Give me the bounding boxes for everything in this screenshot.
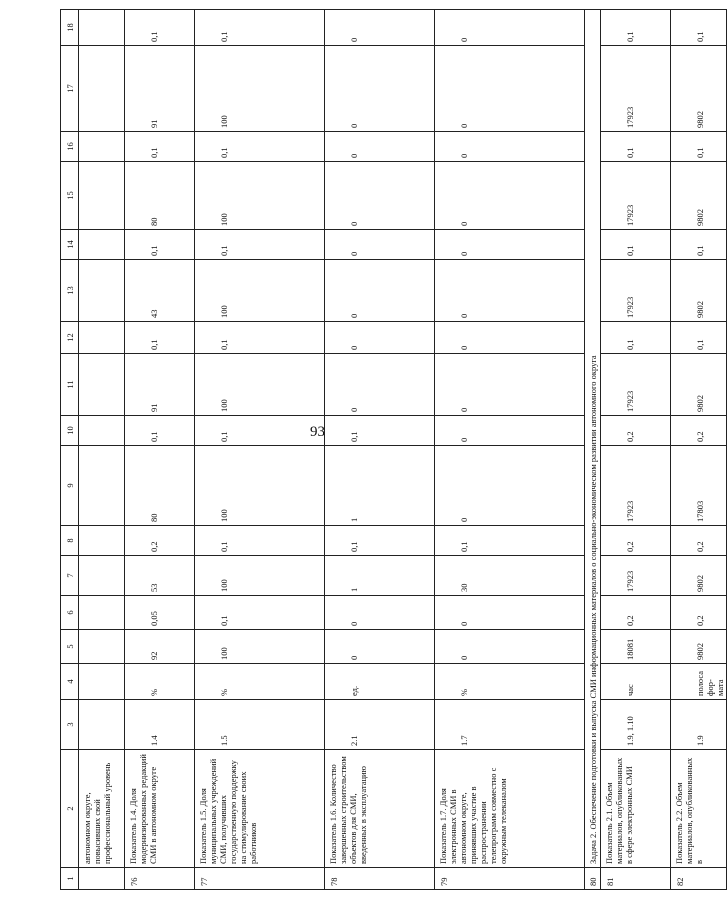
table-cell: 100 xyxy=(195,162,325,230)
table-cell: 0,1 xyxy=(601,10,671,46)
column-header: 8 xyxy=(61,526,79,556)
table-cell xyxy=(79,230,125,260)
table-cell: 1.9 xyxy=(671,700,727,750)
table-cell xyxy=(79,132,125,162)
table-cell: % xyxy=(435,664,585,700)
table-cell xyxy=(79,596,125,630)
table-row xyxy=(601,10,671,890)
column-header: 15 xyxy=(61,162,79,230)
table-cell: 92 xyxy=(125,630,195,664)
indicator-name: Показатель 1.7. Доля электронных СМИ в автономном округе, принявших участие в распространении телепрограмм совместно с окружным телеканалом xyxy=(435,750,585,868)
table-cell: 91 xyxy=(125,354,195,416)
table-cell: 0,2 xyxy=(601,526,671,556)
column-header: 13 xyxy=(61,260,79,322)
table-cell: 0,1 xyxy=(671,230,727,260)
table-cell: 0,1 xyxy=(125,132,195,162)
table-cell: 100 xyxy=(195,260,325,322)
table-cell: 1 xyxy=(325,556,435,596)
table-cell: 53 xyxy=(125,556,195,596)
table-cell xyxy=(79,630,125,664)
table-cell: 0,1 xyxy=(325,416,435,446)
table-cell xyxy=(79,416,125,446)
indicator-name: Показатель 2.1. Объем материалов, опубликованных в сфере электронных СМИ xyxy=(601,750,671,868)
table-cell: 0 xyxy=(435,446,585,526)
table-row xyxy=(585,10,601,890)
table-cell: 100 xyxy=(195,446,325,526)
table-cell: 17923 xyxy=(601,260,671,322)
table-cell: 0,2 xyxy=(671,596,727,630)
rotated-table-container xyxy=(60,10,725,890)
table-header-row xyxy=(61,10,79,890)
column-header: 3 xyxy=(61,700,79,750)
table-cell: % xyxy=(125,664,195,700)
column-header: 4 xyxy=(61,664,79,700)
page-number: 93 xyxy=(310,424,325,440)
table-cell: 0 xyxy=(435,322,585,354)
table-cell: 1.4 xyxy=(125,700,195,750)
table-cell xyxy=(79,10,125,46)
indicator-name: Показатель 1.5. Доля муниципальных учреждений СМИ, получивших государственную поддержку на стимулирование своих работников xyxy=(195,750,325,868)
row-number: 77 xyxy=(195,868,325,890)
table-row xyxy=(435,10,585,890)
table-cell: 0,1 xyxy=(125,10,195,46)
table-cell: 0 xyxy=(435,10,585,46)
table-cell: 0,1 xyxy=(125,322,195,354)
table-cell: 0,1 xyxy=(671,10,727,46)
table-cell: 100 xyxy=(195,354,325,416)
table-cell: 0,2 xyxy=(671,526,727,556)
table-cell: 0 xyxy=(435,132,585,162)
table-cell: 9802 xyxy=(671,162,727,230)
table-cell: 0,1 xyxy=(601,132,671,162)
table-cell: 0 xyxy=(325,596,435,630)
column-header: 14 xyxy=(61,230,79,260)
column-header: 9 xyxy=(61,446,79,526)
table-cell: 0,2 xyxy=(671,416,727,446)
table-cell: 0,1 xyxy=(195,10,325,46)
row-number: 82 xyxy=(671,868,727,890)
column-header: 2 xyxy=(61,750,79,868)
table-cell: 0 xyxy=(435,162,585,230)
table-cell: 0 xyxy=(325,260,435,322)
table-cell: 91 xyxy=(125,46,195,132)
table-cell: 0,1 xyxy=(195,526,325,556)
column-header: 10 xyxy=(61,416,79,446)
table-cell: 18081 xyxy=(601,630,671,664)
table-cell: 0 xyxy=(325,46,435,132)
table-cell: 0,05 xyxy=(125,596,195,630)
row-number: 81 xyxy=(601,868,671,890)
table-cell xyxy=(79,162,125,230)
column-header: 6 xyxy=(61,596,79,630)
table-cell xyxy=(79,446,125,526)
table-cell: 17923 xyxy=(601,162,671,230)
table-cell: 0,1 xyxy=(195,230,325,260)
table-cell: 0,1 xyxy=(195,322,325,354)
table-cell: 17923 xyxy=(601,446,671,526)
column-header: 7 xyxy=(61,556,79,596)
table-cell: 17923 xyxy=(601,556,671,596)
table-cell: ед. xyxy=(325,664,435,700)
table-row xyxy=(325,10,435,890)
indicator-table xyxy=(60,9,727,890)
table-cell: 0,1 xyxy=(125,230,195,260)
table-cell: час xyxy=(601,664,671,700)
indicator-name: Показатель 2.2. Объем материалов, опубликованных в xyxy=(671,750,727,868)
table-cell: 0,1 xyxy=(601,230,671,260)
table-cell: 0 xyxy=(325,132,435,162)
table-cell: 0,1 xyxy=(671,322,727,354)
table-cell: 2.1 xyxy=(325,700,435,750)
table-cell: 0 xyxy=(435,46,585,132)
table-cell: 9802 xyxy=(671,46,727,132)
table-cell: 0,2 xyxy=(601,596,671,630)
table-cell: 9802 xyxy=(671,260,727,322)
table-row xyxy=(125,10,195,890)
column-header: 5 xyxy=(61,630,79,664)
table-cell: 0,2 xyxy=(601,416,671,446)
table-cell: 1.7 xyxy=(435,700,585,750)
table-cell: 0 xyxy=(325,354,435,416)
table-cell: 0,1 xyxy=(435,526,585,556)
table-cell: 17923 xyxy=(601,354,671,416)
table-cell: 100 xyxy=(195,46,325,132)
table-cell: 0 xyxy=(435,354,585,416)
table-cell: 17923 xyxy=(601,46,671,132)
row-number xyxy=(79,868,125,890)
table-cell xyxy=(79,260,125,322)
table-cell: 0 xyxy=(435,230,585,260)
table-cell: 100 xyxy=(195,556,325,596)
row-number: 78 xyxy=(325,868,435,890)
table-cell: 0,1 xyxy=(125,416,195,446)
table-cell: 80 xyxy=(125,162,195,230)
table-cell xyxy=(79,664,125,700)
column-header: 1 xyxy=(61,868,79,890)
table-cell: 43 xyxy=(125,260,195,322)
table-cell: 0 xyxy=(435,596,585,630)
table-cell: 0 xyxy=(325,630,435,664)
table-cell: 0,1 xyxy=(601,322,671,354)
table-cell: 17803 xyxy=(671,446,727,526)
table-cell: 0,1 xyxy=(325,526,435,556)
indicator-name: автономном округе, повысивших свой профессиональный уровень xyxy=(79,750,125,868)
table-cell: 0 xyxy=(435,260,585,322)
table-cell: 0 xyxy=(325,322,435,354)
table-cell: 80 xyxy=(125,446,195,526)
table-cell: 9802 xyxy=(671,354,727,416)
row-number: 80 xyxy=(585,868,601,890)
table-cell: 100 xyxy=(195,630,325,664)
indicator-name: Показатель 1.6. Количество завершенных строительством объектов для СМИ, введенных в эксплуатацию xyxy=(325,750,435,868)
table-cell xyxy=(79,700,125,750)
table-cell: 0 xyxy=(325,230,435,260)
table-cell: 0,1 xyxy=(195,132,325,162)
table-cell: полоса фор-мата xyxy=(671,664,727,700)
task-heading: Задача 2. Обеспечение подготовки и выпуска СМИ информационных материалов о социально-экономическом развитии автономного округа xyxy=(585,10,601,868)
table-cell: 0,1 xyxy=(671,132,727,162)
table-cell: 0 xyxy=(435,630,585,664)
table-cell: 9802 xyxy=(671,556,727,596)
table-cell: 0 xyxy=(325,162,435,230)
row-number: 79 xyxy=(435,868,585,890)
table-cell: 1.9, 1.10 xyxy=(601,700,671,750)
table-cell: 0,1 xyxy=(195,596,325,630)
table-cell xyxy=(79,46,125,132)
table-cell xyxy=(79,322,125,354)
table-cell: 0 xyxy=(435,416,585,446)
table-cell: 30 xyxy=(435,556,585,596)
table-cell: 0,2 xyxy=(125,526,195,556)
table-cell xyxy=(79,354,125,416)
table-cell: 0 xyxy=(325,10,435,46)
column-header: 18 xyxy=(61,10,79,46)
table-cell: % xyxy=(195,664,325,700)
column-header: 12 xyxy=(61,322,79,354)
table-cell xyxy=(79,556,125,596)
column-header: 17 xyxy=(61,46,79,132)
column-header: 16 xyxy=(61,132,79,162)
table-cell: 1 xyxy=(325,446,435,526)
table-row xyxy=(671,10,727,890)
table-cell: 0,1 xyxy=(195,416,325,446)
table-cell xyxy=(79,526,125,556)
indicator-name: Показатель 1.4. Доля модернизированных редакций СМИ в автономном округе xyxy=(125,750,195,868)
table-cell: 1.5 xyxy=(195,700,325,750)
table-row xyxy=(195,10,325,890)
table-cell: 9802 xyxy=(671,630,727,664)
column-header: 11 xyxy=(61,354,79,416)
table-row xyxy=(79,10,125,890)
row-number: 76 xyxy=(125,868,195,890)
